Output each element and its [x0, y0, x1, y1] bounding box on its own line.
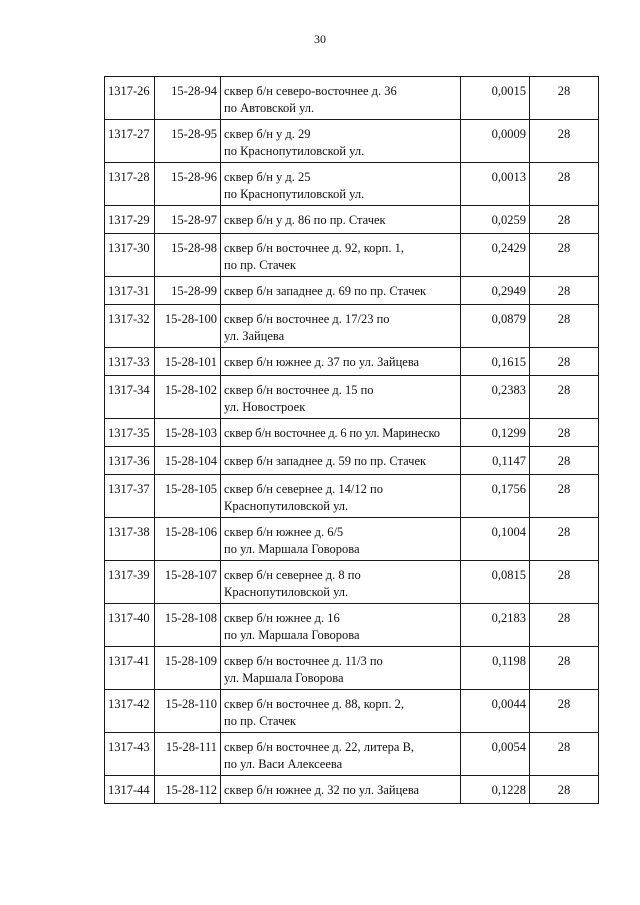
table-row	[105, 518, 599, 561]
description-line: по пр. Стачек	[224, 714, 296, 728]
description-line: сквер б/н восточнее д. 11/3 по	[224, 654, 383, 668]
row-number: 1317-42	[105, 690, 155, 733]
group-value: 28	[530, 206, 599, 234]
description-line: сквер б/н севернее д. 8 по	[224, 568, 361, 582]
object-code: 15-28-97	[155, 206, 221, 234]
object-code: 15-28-112	[155, 776, 221, 804]
table-row	[105, 419, 599, 447]
row-number: 1317-32	[105, 305, 155, 348]
object-description	[221, 475, 461, 518]
description-line: сквер б/н восточнее д. 22, литера В,	[224, 740, 415, 754]
object-description	[221, 733, 461, 776]
description-line: сквер б/н у д. 25	[224, 170, 311, 184]
description-line: Краснопутиловской ул.	[224, 585, 349, 599]
description-line: сквер б/н южнее д. 6/5	[224, 525, 344, 539]
group-value: 28	[530, 376, 599, 419]
object-code: 15-28-99	[155, 277, 221, 305]
object-description	[221, 518, 461, 561]
group-value: 28	[530, 77, 599, 120]
object-description	[221, 561, 461, 604]
row-number: 1317-33	[105, 348, 155, 376]
table-row	[105, 234, 599, 277]
row-number: 1317-35	[105, 419, 155, 447]
description-line: сквер б/н у д. 29	[224, 127, 311, 141]
object-code: 15-28-103	[155, 419, 221, 447]
table-row	[105, 475, 599, 518]
area-value: 0,1228	[461, 776, 530, 804]
group-value: 28	[530, 305, 599, 348]
description-line: по Краснопутиловской ул.	[224, 187, 365, 201]
object-code: 15-28-100	[155, 305, 221, 348]
object-code: 15-28-95	[155, 120, 221, 163]
table-row	[105, 305, 599, 348]
row-number: 1317-26	[105, 77, 155, 120]
table-row	[105, 647, 599, 690]
row-number: 1317-44	[105, 776, 155, 804]
table-row	[105, 447, 599, 475]
description-line: сквер б/н севернее д. 14/12 по	[224, 482, 383, 496]
group-value: 28	[530, 518, 599, 561]
object-code: 15-28-105	[155, 475, 221, 518]
group-value: 28	[530, 419, 599, 447]
row-number: 1317-43	[105, 733, 155, 776]
description-line: сквер б/н у д. 86 по пр. Стачек	[224, 213, 386, 227]
object-code: 15-28-111	[155, 733, 221, 776]
table-row	[105, 376, 599, 419]
description-line: ул. Маршала Говорова	[224, 671, 344, 685]
page-number: 30	[314, 32, 326, 46]
table-row	[105, 163, 599, 206]
description-line: сквер б/н восточнее д. 88, корп. 2,	[224, 697, 404, 711]
description-line: сквер б/н восточнее д. 15 по	[224, 383, 374, 397]
group-value: 28	[530, 234, 599, 277]
row-number: 1317-41	[105, 647, 155, 690]
group-value: 28	[530, 647, 599, 690]
object-code: 15-28-94	[155, 77, 221, 120]
group-value: 28	[530, 776, 599, 804]
row-number: 1317-39	[105, 561, 155, 604]
object-description	[221, 277, 461, 305]
object-code: 15-28-98	[155, 234, 221, 277]
table-row	[105, 206, 599, 234]
group-value: 28	[530, 475, 599, 518]
area-value: 0,1147	[461, 447, 530, 475]
object-description	[221, 206, 461, 234]
description-line: по ул. Васи Алексеева	[224, 757, 343, 771]
area-value: 0,0044	[461, 690, 530, 733]
area-value: 0,1615	[461, 348, 530, 376]
object-code: 15-28-101	[155, 348, 221, 376]
object-description	[221, 447, 461, 475]
table-row	[105, 604, 599, 647]
object-description	[221, 419, 461, 447]
row-number: 1317-28	[105, 163, 155, 206]
description-line: сквер б/н западнее д. 59 по пр. Стачек	[224, 454, 427, 468]
group-value: 28	[530, 690, 599, 733]
object-description	[221, 604, 461, 647]
description-line: ул. Новостроек	[224, 400, 306, 414]
object-code: 15-28-106	[155, 518, 221, 561]
object-code: 15-28-109	[155, 647, 221, 690]
area-value: 0,0259	[461, 206, 530, 234]
area-value: 0,0013	[461, 163, 530, 206]
table-row	[105, 348, 599, 376]
description-line: сквер б/н северо-восточнее д. 36	[224, 84, 397, 98]
description-line: ул. Зайцева	[224, 329, 285, 343]
area-value: 0,0815	[461, 561, 530, 604]
object-code: 15-28-104	[155, 447, 221, 475]
object-code: 15-28-107	[155, 561, 221, 604]
object-description	[221, 690, 461, 733]
table-body	[105, 77, 599, 804]
description-line: сквер б/н восточнее д. 17/23 по	[224, 312, 390, 326]
table-row	[105, 733, 599, 776]
table-row	[105, 120, 599, 163]
area-value: 0,2183	[461, 604, 530, 647]
row-number: 1317-34	[105, 376, 155, 419]
area-value: 0,2949	[461, 277, 530, 305]
description-line: сквер б/н южнее д. 16	[224, 611, 340, 625]
row-number: 1317-36	[105, 447, 155, 475]
group-value: 28	[530, 120, 599, 163]
object-description	[221, 120, 461, 163]
table-row	[105, 277, 599, 305]
group-value: 28	[530, 604, 599, 647]
object-description	[221, 77, 461, 120]
description-line: сквер б/н восточнее д. 6 по ул. Маринеско	[224, 426, 440, 440]
row-number: 1317-40	[105, 604, 155, 647]
object-code: 15-28-96	[155, 163, 221, 206]
area-value: 0,0054	[461, 733, 530, 776]
object-code: 15-28-102	[155, 376, 221, 419]
group-value: 28	[530, 447, 599, 475]
description-line: сквер б/н западнее д. 69 по пр. Стачек	[224, 284, 427, 298]
object-description	[221, 348, 461, 376]
row-number: 1317-37	[105, 475, 155, 518]
area-value: 0,0015	[461, 77, 530, 120]
group-value: 28	[530, 561, 599, 604]
row-number: 1317-38	[105, 518, 155, 561]
object-description	[221, 376, 461, 419]
row-number: 1317-29	[105, 206, 155, 234]
description-line: по ул. Маршала Говорова	[224, 628, 360, 642]
description-line: по Автовской ул.	[224, 101, 315, 115]
description-line: сквер б/н южнее д. 32 по ул. Зайцева	[224, 783, 420, 797]
description-line: Краснопутиловской ул.	[224, 499, 349, 513]
green-areas-table	[104, 76, 599, 804]
object-code: 15-28-110	[155, 690, 221, 733]
object-description	[221, 305, 461, 348]
group-value: 28	[530, 733, 599, 776]
description-line: по пр. Стачек	[224, 258, 296, 272]
area-value: 0,1004	[461, 518, 530, 561]
object-code: 15-28-108	[155, 604, 221, 647]
table-row	[105, 77, 599, 120]
object-description	[221, 647, 461, 690]
description-line: сквер б/н южнее д. 37 по ул. Зайцева	[224, 355, 420, 369]
object-description	[221, 776, 461, 804]
row-number: 1317-30	[105, 234, 155, 277]
area-value: 0,1198	[461, 647, 530, 690]
row-number: 1317-27	[105, 120, 155, 163]
area-value: 0,0879	[461, 305, 530, 348]
group-value: 28	[530, 163, 599, 206]
area-value: 0,0009	[461, 120, 530, 163]
area-value: 0,2429	[461, 234, 530, 277]
table-row	[105, 776, 599, 804]
description-line: по ул. Маршала Говорова	[224, 542, 360, 556]
table-row	[105, 561, 599, 604]
area-value: 0,1756	[461, 475, 530, 518]
group-value: 28	[530, 348, 599, 376]
area-value: 0,2383	[461, 376, 530, 419]
object-description	[221, 234, 461, 277]
area-value: 0,1299	[461, 419, 530, 447]
group-value: 28	[530, 277, 599, 305]
description-line: сквер б/н восточнее д. 92, корп. 1,	[224, 241, 404, 255]
table-row	[105, 690, 599, 733]
object-description	[221, 163, 461, 206]
description-line: по Краснопутиловской ул.	[224, 144, 365, 158]
row-number: 1317-31	[105, 277, 155, 305]
